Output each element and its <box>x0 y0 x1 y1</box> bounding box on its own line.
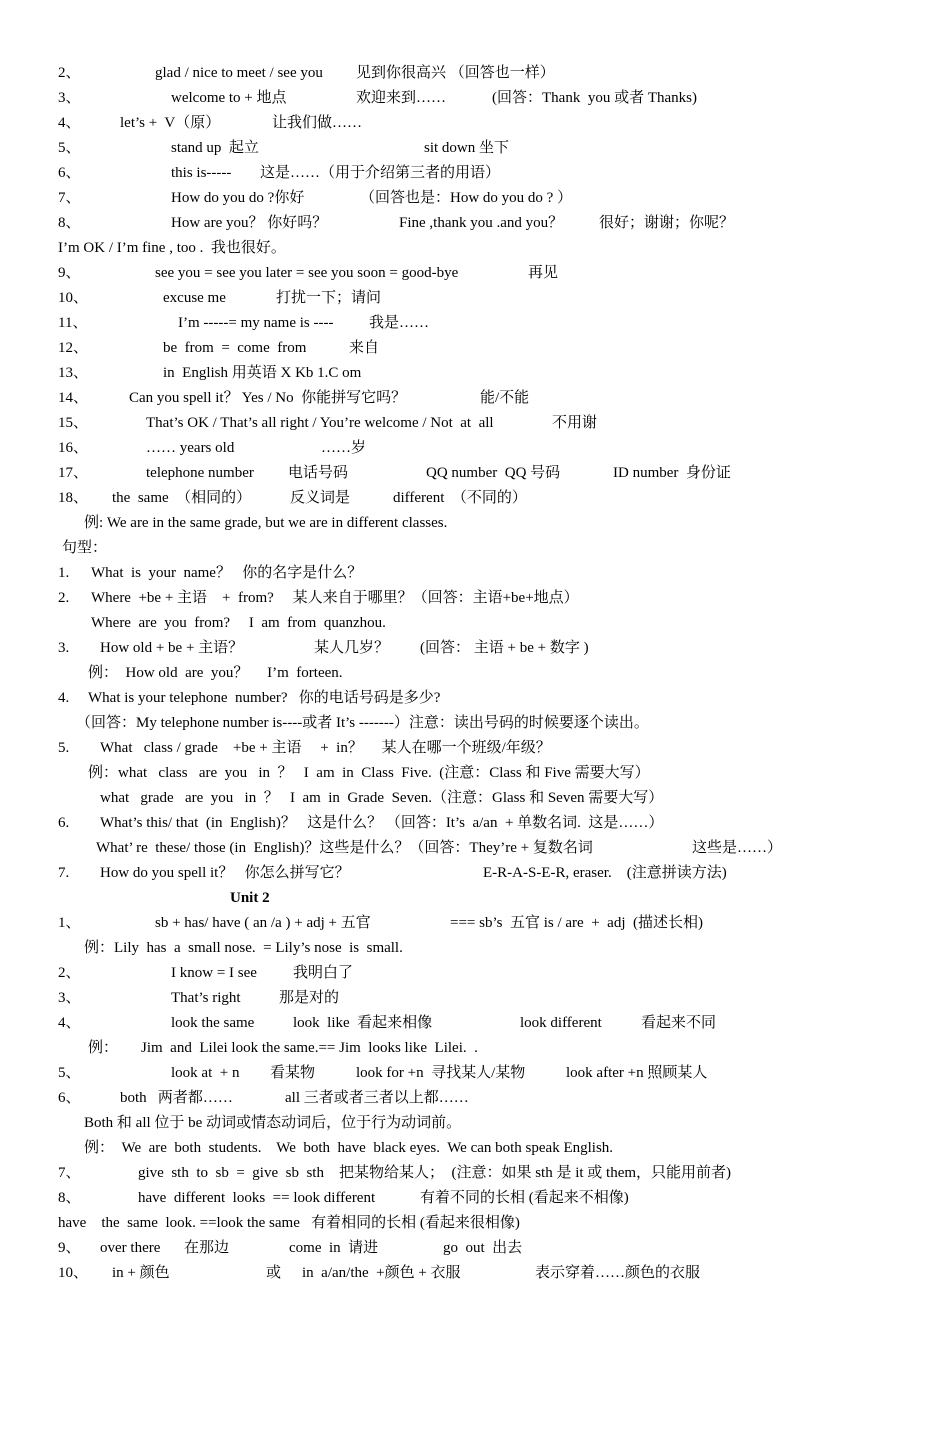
text-line-26 <box>0 686 950 710</box>
text-line-7 <box>0 211 950 235</box>
phrase: === sb’s 五官 is / are + adj (描述长相) <box>450 915 703 931</box>
item-number: 6、 <box>58 165 81 181</box>
text-line-10 <box>0 286 950 310</box>
phrase: welcome to + 地点 <box>171 90 287 106</box>
phrase: I know = I see <box>171 965 257 981</box>
meaning: 看起来不同 <box>641 1015 717 1031</box>
phrase: excuse me <box>163 290 226 306</box>
note: (回答： 主语 + be + 数字 ) <box>420 640 589 656</box>
item-number: 4. <box>58 690 70 706</box>
item-number: 5、 <box>58 140 81 156</box>
text-line-38 <box>0 986 950 1010</box>
meaning: 我明白了 <box>293 965 354 981</box>
item-number: 8、 <box>58 1190 81 1206</box>
text-line-2 <box>0 86 950 110</box>
phrase: see you = see you later = see you soon = good-bye <box>155 265 459 281</box>
item-number: 5、 <box>58 1065 81 1081</box>
meaning: 有着不同的长相 (看起来不相像) <box>420 1190 629 1206</box>
item-number: 8、 <box>58 215 81 231</box>
meaning: 在那边 <box>184 1240 230 1256</box>
text-line-39 <box>0 1011 950 1035</box>
meaning: ……岁 <box>321 440 367 456</box>
unit-heading <box>0 886 950 910</box>
text-line-43 <box>0 1111 950 1135</box>
item-number: 7. <box>58 865 70 881</box>
meaning: 看某物 <box>270 1065 316 1081</box>
item-number: 2. <box>58 590 70 606</box>
phrase: give sth to sb = give sb sth 把某物给某人； (注意：如果 sth 是 it 或 them，只能用前者) <box>138 1165 732 1181</box>
text-line-33 <box>0 861 950 885</box>
phrase: let’s + V（原） <box>120 115 221 131</box>
text-line-18 <box>0 486 950 510</box>
text-line-23 <box>0 611 950 635</box>
phrase: look after +n 照顾某人 <box>566 1065 708 1081</box>
example: 例：what class are you in ？ I am in Class Five. (注意：Class 和 Five 需要大写） <box>88 765 650 781</box>
text-line-35 <box>0 911 950 935</box>
phrase: look the same <box>171 1015 255 1031</box>
phrase: Fine ,thank you .and you？ <box>399 215 564 231</box>
item-number: 13、 <box>58 365 89 381</box>
note: (回答：Thank you 或者 Thanks) <box>492 90 697 106</box>
sentence: Where +be + 主语 + from? 某人来自于哪里？（回答：主语+be+地点） <box>91 590 579 606</box>
example: 例: We are in the same grade, but we are in different classes. <box>84 515 448 531</box>
item-number: 10、 <box>58 290 89 306</box>
meaning: 电话号码 <box>288 465 349 481</box>
meaning: 再见 <box>528 265 559 281</box>
item-number: 6. <box>58 815 70 831</box>
item-number: 1、 <box>58 915 81 931</box>
text-line-29 <box>0 761 950 785</box>
phrase: stand up 起立 <box>171 140 259 156</box>
phrase: the same （相同的） <box>112 490 252 506</box>
phrase: …… years old <box>146 440 235 456</box>
item-number: 4、 <box>58 115 81 131</box>
item-number: 1. <box>58 565 70 581</box>
text-line-6 <box>0 186 950 210</box>
phrase: look at + n <box>171 1065 240 1081</box>
item-number: 7、 <box>58 190 81 206</box>
phrase: sb + has/ have ( an /a ) + adj + 五官 <box>155 915 371 931</box>
example: E-R-A-S-E-R, eraser. (注意拼读方法) <box>483 865 727 881</box>
phrase: come in 请进 <box>289 1240 379 1256</box>
section-heading: 句型： <box>62 540 108 556</box>
meaning: 那是对的 <box>279 990 340 1006</box>
phrase: have the same look. ==look the same 有着相同的长相 (看起来很相像) <box>58 1215 520 1231</box>
phrase: both 两者都…… <box>120 1090 233 1106</box>
example: 例： How old are you？ I’m forteen. <box>88 665 343 681</box>
meaning: 打扰一下；请问 <box>276 290 382 306</box>
meaning: 欢迎来到…… <box>356 90 447 106</box>
text-line-47 <box>0 1211 950 1235</box>
text-line-17 <box>0 461 950 485</box>
item-number: 3、 <box>58 90 81 106</box>
example: 例： We are both students. We both have black eyes. We can both speak English. <box>84 1140 614 1156</box>
example: Where are you from? I am from quanzhou. <box>91 615 386 631</box>
item-number: 15、 <box>58 415 89 431</box>
phrase: have different looks == look different <box>138 1190 376 1206</box>
section-heading-sentence-patterns <box>0 536 950 560</box>
text-line-21 <box>0 561 950 585</box>
item-number: 9、 <box>58 1240 81 1256</box>
item-number: 12、 <box>58 340 89 356</box>
item-number: 2、 <box>58 965 81 981</box>
phrase: different （不同的） <box>393 490 527 506</box>
unit-title: Unit 2 <box>230 890 270 906</box>
meaning: 我是…… <box>369 315 430 331</box>
phrase: be from = come from <box>163 340 307 356</box>
meaning: 来自 <box>349 340 380 356</box>
item-number: 11、 <box>58 315 88 331</box>
phrase: QQ number QQ 号码 <box>426 465 561 481</box>
text-line-14 <box>0 386 950 410</box>
sentence: What’s this/ that (in English)？ 这是什么？ （回答：It’s a/an + 单数名词. 这是……） <box>100 815 664 831</box>
phrase: How are you？ 你好吗？ <box>171 215 328 231</box>
text-line-15 <box>0 411 950 435</box>
text-line-27 <box>0 711 950 735</box>
phrase: Can you spell it？ Yes / No 你能拼写它吗？ <box>129 390 407 406</box>
item-number: 2、 <box>58 65 81 81</box>
item-number: 14、 <box>58 390 89 406</box>
text-line-40 <box>0 1036 950 1060</box>
text-line-1 <box>0 61 950 85</box>
sentence: What’ re these/ those (in English)？这些是什么？（回答：They’re + 复数名词 <box>96 840 593 856</box>
meaning: 不用谢 <box>552 415 598 431</box>
sentence: What is your telephone number? 你的电话号码是多少? <box>88 690 441 706</box>
note: （回答也是：How do you do ? ） <box>360 190 573 206</box>
phrase: That’s right <box>171 990 241 1006</box>
text-line-12 <box>0 336 950 360</box>
item-number: 3、 <box>58 990 81 1006</box>
text-line-42 <box>0 1086 950 1110</box>
item-number: 6、 <box>58 1090 81 1106</box>
text-line-32 <box>0 836 950 860</box>
item-number: 16、 <box>58 440 89 456</box>
phrase: glad / nice to meet / see you <box>155 65 323 81</box>
item-number: 9、 <box>58 265 81 281</box>
sentence: How old + be + 主语？ <box>100 640 244 656</box>
text-line-24 <box>0 636 950 660</box>
item-number: 17、 <box>58 465 89 481</box>
meaning: 这些是……） <box>692 840 783 856</box>
example: 例：Lily has a small nose. = Lily’s nose is small. <box>84 940 403 956</box>
phrase: How do you do ?你好 <box>171 190 305 206</box>
text-line-19 <box>0 511 950 535</box>
text-line-36 <box>0 936 950 960</box>
phrase: in + 颜色 <box>112 1265 170 1281</box>
sentence: What class / grade +be + 主语 + in？ 某人在哪一个班级/年级？ <box>100 740 551 756</box>
item-number: 5. <box>58 740 70 756</box>
meaning: 某人几岁？ <box>314 640 390 656</box>
text-line-4 <box>0 136 950 160</box>
phrase: I’m -----= my name is ---- <box>178 315 334 331</box>
example-label: 例： <box>88 1040 119 1056</box>
example: Jim and Lilei look the same.== Jim looks like Lilei. . <box>141 1040 478 1056</box>
text-line-30 <box>0 786 950 810</box>
phrase: look for +n 寻找某人/某物 <box>356 1065 526 1081</box>
phrase: go out 出去 <box>443 1240 523 1256</box>
item-number: 3. <box>58 640 70 656</box>
text-line-13 <box>0 361 950 385</box>
text-line-45 <box>0 1161 950 1185</box>
text-line-37 <box>0 961 950 985</box>
phrase: ID number 身份证 <box>613 465 731 481</box>
text-line-48 <box>0 1236 950 1260</box>
phrase: sit down 坐下 <box>424 140 510 156</box>
text-line-5 <box>0 161 950 185</box>
meaning: 让我们做…… <box>272 115 363 131</box>
example: what grade are you in ？ I am in Grade Seven.（注意：Glass 和 Seven 需要大写） <box>100 790 664 806</box>
note: Both 和 all 位于 be 动词或情态动词后，位于行为动词前。 <box>84 1115 462 1131</box>
phrase: look different <box>520 1015 602 1031</box>
phrase: this is----- <box>171 165 232 181</box>
connector: 或 <box>266 1265 282 1281</box>
meaning: 能/不能 <box>480 390 530 406</box>
phrase: over there <box>100 1240 161 1256</box>
text-line-28 <box>0 736 950 760</box>
meaning: 表示穿着……颜色的衣服 <box>535 1265 701 1281</box>
meaning: 见到你很高兴 （回答也一样） <box>356 65 555 81</box>
text-line-16 <box>0 436 950 460</box>
text-line-44 <box>0 1136 950 1160</box>
text-line-11 <box>0 311 950 335</box>
sentence: How do you spell it？ 你怎么拼写它？ <box>100 865 350 881</box>
text-line-22 <box>0 586 950 610</box>
phrase: telephone number <box>146 465 254 481</box>
item-number: 7、 <box>58 1165 81 1181</box>
text-line-25 <box>0 661 950 685</box>
phrase: That’s OK / That’s all right / You’re welcome / Not at all <box>146 415 494 431</box>
item-number: 4、 <box>58 1015 81 1031</box>
text-line-9 <box>0 261 950 285</box>
meaning: 很好；谢谢；你呢？ <box>599 215 735 231</box>
sentence: What is your name？ 你的名字是什么？ <box>91 565 363 581</box>
item-number: 18、 <box>58 490 89 506</box>
text-line-46 <box>0 1186 950 1210</box>
text-line-49 <box>0 1261 950 1285</box>
text-line-8 <box>0 236 950 260</box>
item-number: 10、 <box>58 1265 89 1281</box>
phrase: I’m OK / I’m fine , too . 我也很好。 <box>58 240 286 256</box>
text-line-31 <box>0 811 950 835</box>
text-line-3 <box>0 111 950 135</box>
phrase: in a/an/the +颜色 + 衣服 <box>302 1265 461 1281</box>
meaning: 反义词是 <box>290 490 351 506</box>
phrase: look like 看起来相像 <box>293 1015 433 1031</box>
text-line-41 <box>0 1061 950 1085</box>
note: （回答：My telephone number is----或者 It’s -------）注意：读出号码的时候要逐个读出。 <box>76 715 649 731</box>
phrase: all 三者或者三者以上都…… <box>285 1090 469 1106</box>
phrase: in English 用英语 X Kb 1.C om <box>163 365 362 381</box>
meaning: 这是……（用于介绍第三者的用语） <box>260 165 501 181</box>
